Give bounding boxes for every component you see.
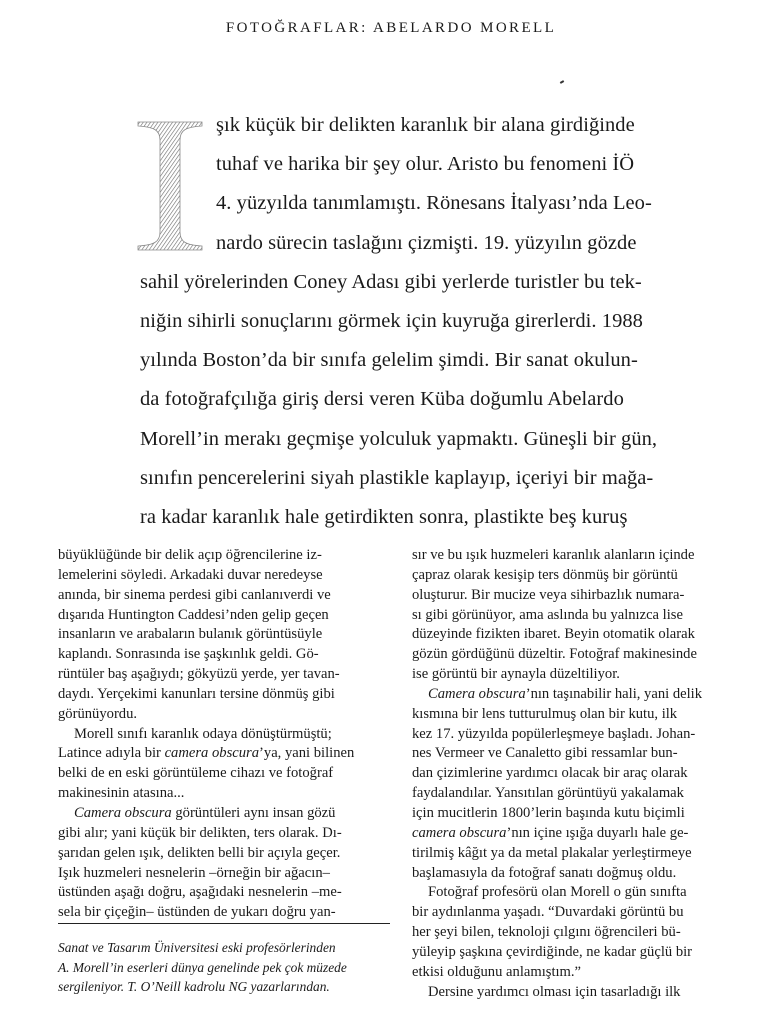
text-line: lemelerini söyledi. Arkadaki duvar neredeyse	[58, 566, 323, 583]
text-line: dışarıda Huntington Caddesi’nden gelip geçen	[58, 606, 329, 623]
intro-line: ra kadar karanlık hale getirdikten sonra, plastikte beş kuruş	[140, 506, 628, 528]
text-line: faydalandılar. Yansıtılan görüntüyü yakalamak	[412, 785, 684, 802]
text-line: nes Vermeer ve Canaletto gibi ressamlar bun-	[412, 745, 678, 762]
intro-line: sınıfın pencerelerini siyah plastikle kaplayıp, içeriyi bir mağa-	[140, 466, 654, 489]
text-line: kaplandı. Sonrasında ise şaşkınlık geldi. Gö-	[58, 646, 319, 663]
text-line: sır ve bu ışık huzmeleri karanlık alanların içinde	[412, 547, 695, 563]
text-line: daydı. Yerçekimi kanunları tersine dönmüş gibi	[58, 685, 335, 702]
text-line: kısmına bir lens tutturulmuş olan bir kutu, ilk	[412, 705, 678, 722]
intro-line: nardo sürecin taslağını çizmişti. 19. yüzyılın gözde	[216, 231, 637, 254]
text-line: bir aydınlanma yaşadı. “Duvardaki görüntü bu	[412, 904, 684, 921]
text-line: Işık huzmeleri nesnelerin –örneğin bir ağacın–	[58, 864, 330, 881]
text-line: camera obscura’nın içine ışığa duyarlı hale ge-	[412, 824, 689, 841]
text-line: Camera obscura görüntüleri aynı insan gözü	[74, 804, 336, 821]
text-line: sela bir çiçeğin– üstünden de yukarı doğru yan-	[58, 904, 336, 921]
text-line: düzeyinde fizikten ibaret. Beyin otomatik olarak	[412, 626, 695, 643]
text-line: tirilmiş kâğıt ya da metal plakalar yerleştirmeye	[412, 844, 692, 861]
text-line: çapraz olarak kesişip ters dönmüş bir görüntü	[412, 566, 678, 583]
drop-cap-I	[134, 114, 206, 257]
text-line: gibi alır; yani küçük bir delikten, ters olarak. Dı-	[58, 824, 342, 841]
text-line: başlamasıyla da fotoğraf sanatı doğmuş oldu.	[412, 864, 677, 881]
text-line: Camera obscura’nın taşınabilir hali, yani delik	[428, 685, 703, 702]
caption-line: A. Morell’in eserleri dünya genelinde pek çok müzede	[58, 959, 347, 975]
caption-rule	[58, 923, 390, 924]
text-line: şarıdan gelen ışık, delikten belli bir açıyla geçer.	[58, 844, 341, 861]
text-line: ise görüntü bir aynayla düzeltiliyor.	[412, 666, 620, 683]
intro-line: şık küçük bir delikten karanlık bir alana girdiğinde	[216, 114, 635, 136]
ink-speck	[560, 80, 564, 84]
text-line: belki de en eski görüntüleme cihazı ve fotoğraf	[58, 765, 334, 782]
text-line: Dersine yardımcı olması için tasarladığı ilk	[428, 983, 681, 1000]
text-line: dan çizimlerine yardımcı olacak bir araç olarak	[412, 765, 688, 782]
text-line: oluşturur. Bir mucize veya sihirbazlık numara-	[412, 586, 685, 603]
intro-line: yılında Boston’da bir sınıfa gelelim şimdi. Bir sanat okulun-	[140, 349, 638, 372]
text-line: makinesinin atasına...	[58, 785, 185, 802]
intro-line: Morell’in merakı geçmişe yolculuk yapmaktı. Güneşli bir gün,	[140, 427, 658, 450]
intro-line: sahil yörelerinden Coney Adası gibi yerlerde turistler bu tek-	[140, 270, 642, 293]
intro-line: da fotoğrafçılığa giriş dersi veren Küba doğumlu Abelardo	[140, 388, 624, 411]
text-line: Fotoğraf profesörü olan Morell o gün sınıfta	[428, 884, 687, 901]
text-line: Morell sınıfı karanlık odaya dönüştürmüştü;	[74, 725, 332, 742]
intro-line: niğin sihirli sonuçlarını görmek için kuyruğa girerlerdi. 1988	[140, 310, 643, 332]
caption-line: sergileniyor. T. O’Neill kadrolu NG yazarlarından.	[58, 979, 330, 995]
text-line: sı gibi görünüyor, ama aslında bu yalnızca lise	[412, 606, 683, 623]
text-line: gözün gördüğünü düzeltir. Fotoğraf makinesinde	[412, 646, 697, 663]
text-line: etkisi olduğunu anlamıştım.”	[412, 963, 582, 980]
column-right	[412, 546, 738, 1002]
column-left	[58, 546, 388, 923]
text-line: insanların ve arabaların bulanık görüntüsüyle	[58, 626, 323, 643]
caption-line: Sanat ve Tasarım Üniversitesi eski profesörlerinden	[58, 940, 336, 955]
text-line: her şeyi bilen, teknoloji çılgını öğrencileri bü-	[412, 924, 681, 941]
text-line: büyüklüğünde bir delik açıp öğrencilerine iz-	[58, 547, 322, 563]
author-caption	[58, 938, 394, 997]
text-line: anında, bir sinema perdesi gibi canlanıverdi ve	[58, 586, 331, 603]
intro-line: tuhaf ve harika bir şey olur. Aristo bu fenomeni İÖ	[216, 153, 635, 176]
text-line: rüntüler baş aşağıydı; gökyüzü yerde, yer tavan-	[58, 666, 340, 683]
text-line: için mucitlerin 1800’lerin başında kutu biçimli	[412, 804, 685, 821]
intro-line: 4. yüzyılda tanımlamıştı. Rönesans İtalyası’nda Leo-	[216, 192, 652, 215]
text-line: yüleyip şaşkına çevirdiğinde, ne kadar güçlü bir	[412, 943, 693, 960]
text-line: kez 17. yüzyılda popülerleşmeye başladı. Johan-	[412, 725, 696, 742]
text-line: Latince adıyla bir camera obscura’ya, yani bilinen	[58, 745, 355, 762]
text-line: üstünden aşağı doğru, aşağıdaki nesnelerin –me-	[58, 884, 342, 901]
running-head: FOTOĞRAFLAR: ABELARDO MORELL	[225, 20, 557, 36]
text-line: görünüyordu.	[58, 705, 138, 722]
